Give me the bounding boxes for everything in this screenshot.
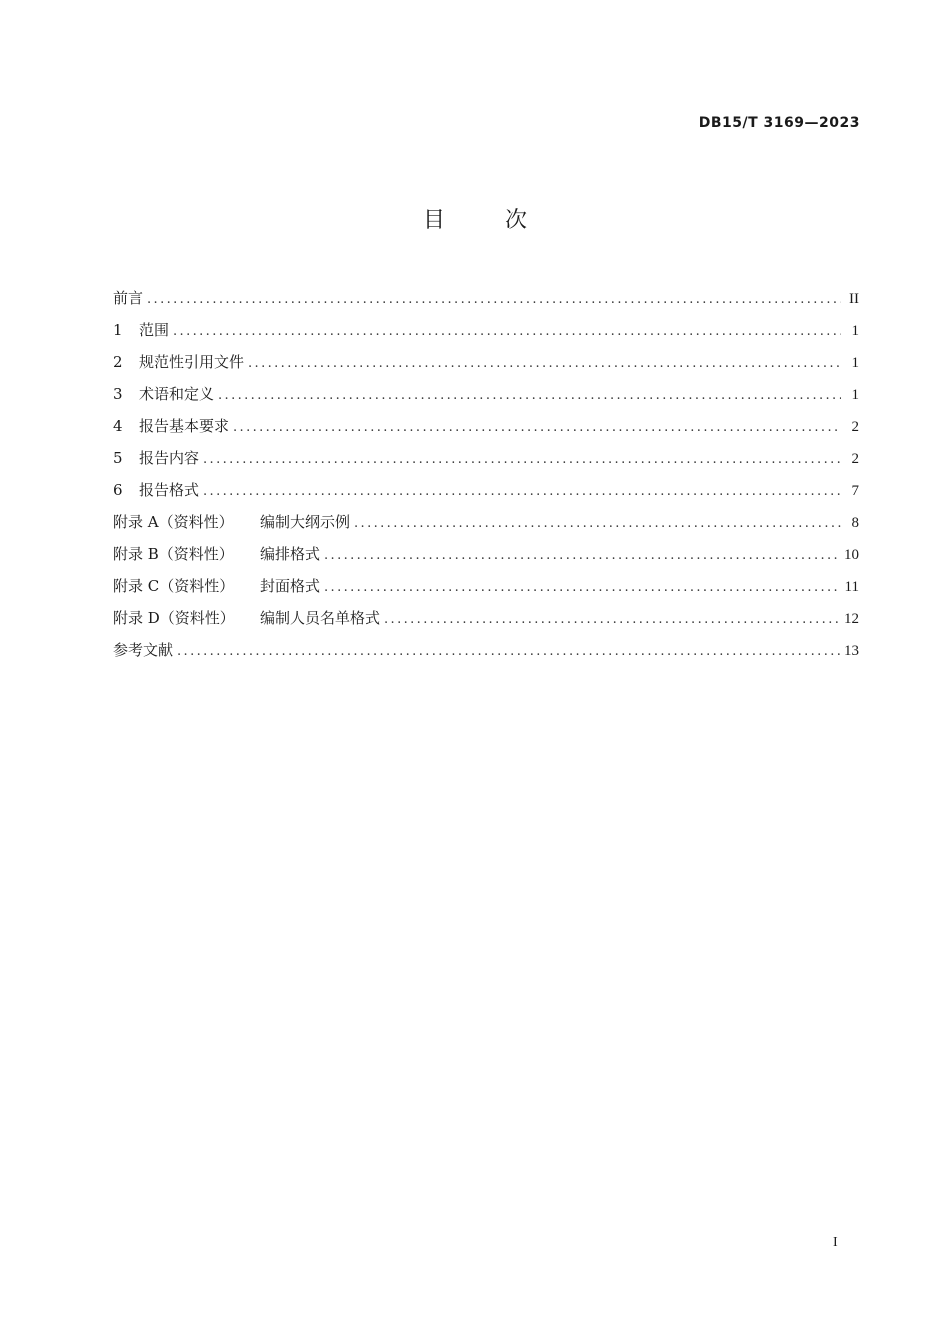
toc-leader-dots [248, 356, 841, 371]
toc-entry-page: 10 [844, 547, 859, 563]
toc-entry-label: 前言 [113, 289, 144, 307]
toc-leader-dots [324, 548, 840, 563]
toc-annex-designation: 附录 C（资料性） [113, 577, 235, 595]
toc-entry-annex-a[interactable] [113, 511, 859, 543]
toc-entry-page: II [849, 291, 859, 307]
toc-entry-page: 7 [851, 483, 859, 499]
toc-entry-page: 13 [844, 643, 859, 659]
toc-entry-page: 12 [844, 611, 859, 627]
toc-entry-page: 1 [851, 355, 859, 371]
toc-entry-6[interactable] [113, 479, 859, 511]
toc-entry-1[interactable] [113, 319, 859, 351]
toc-entry-2[interactable] [113, 351, 859, 383]
toc-leader-dots [147, 292, 841, 307]
toc-entry-4[interactable] [113, 415, 859, 447]
toc-entry-label: 参考文献 [113, 641, 174, 659]
page-number: I [833, 1235, 838, 1250]
toc-entry-number: 2 [113, 353, 123, 371]
toc-entry-page: 1 [851, 323, 859, 339]
toc-entry-number: 4 [113, 417, 123, 435]
toc-title [0, 203, 950, 234]
toc-entry-5[interactable] [113, 447, 859, 479]
toc-entry-label: 术语和定义 [139, 385, 215, 403]
toc-entry-number: 1 [113, 321, 123, 339]
toc-entry-annex-c[interactable] [113, 575, 859, 607]
toc-entry-page: 2 [851, 451, 859, 467]
toc-leader-dots [177, 644, 840, 659]
toc-annex-designation: 附录 B（资料性） [113, 545, 234, 563]
toc-leader-dots [354, 516, 841, 531]
toc-entry-label: 编制大纲示例 [260, 513, 351, 531]
toc-entry-number: 3 [113, 385, 123, 403]
toc-entry-label: 报告格式 [139, 481, 200, 499]
toc-annex-designation: 附录 D（资料性） [113, 609, 235, 627]
toc-entry-number: 6 [113, 481, 123, 499]
toc-entry-number: 5 [113, 449, 123, 467]
toc-entry-label: 范围 [139, 321, 170, 339]
toc-leader-dots [384, 612, 840, 627]
document-code: DB15/T 3169—2023 [698, 115, 860, 131]
toc-entry-page: 11 [844, 579, 859, 595]
toc-entry-label: 规范性引用文件 [139, 353, 245, 371]
toc-leader-dots [324, 580, 841, 595]
toc-leader-dots [233, 420, 841, 435]
toc-leader-dots [218, 388, 841, 403]
toc-entry-page: 8 [851, 515, 859, 531]
toc-entry-3[interactable] [113, 383, 859, 415]
toc-entry-page: 1 [851, 387, 859, 403]
table-of-contents [113, 287, 859, 671]
toc-entry-bibliography[interactable] [113, 639, 859, 671]
toc-entry-page: 2 [851, 419, 859, 435]
toc-title-char-2: 次 [505, 208, 528, 233]
toc-entry-annex-b[interactable] [113, 543, 859, 575]
toc-entry-foreword[interactable] [113, 287, 859, 319]
toc-entry-label: 编制人员名单格式 [260, 609, 381, 627]
toc-annex-designation: 附录 A（资料性） [113, 513, 234, 531]
toc-title-char-1: 目 [422, 208, 445, 233]
toc-entry-annex-d[interactable] [113, 607, 859, 639]
toc-entry-label: 编排格式 [260, 545, 321, 563]
toc-leader-dots [173, 324, 841, 339]
toc-entry-label: 报告内容 [139, 449, 200, 467]
toc-leader-dots [203, 452, 841, 467]
toc-entry-label: 报告基本要求 [139, 417, 230, 435]
toc-leader-dots [203, 484, 841, 499]
toc-entry-label: 封面格式 [260, 577, 321, 595]
